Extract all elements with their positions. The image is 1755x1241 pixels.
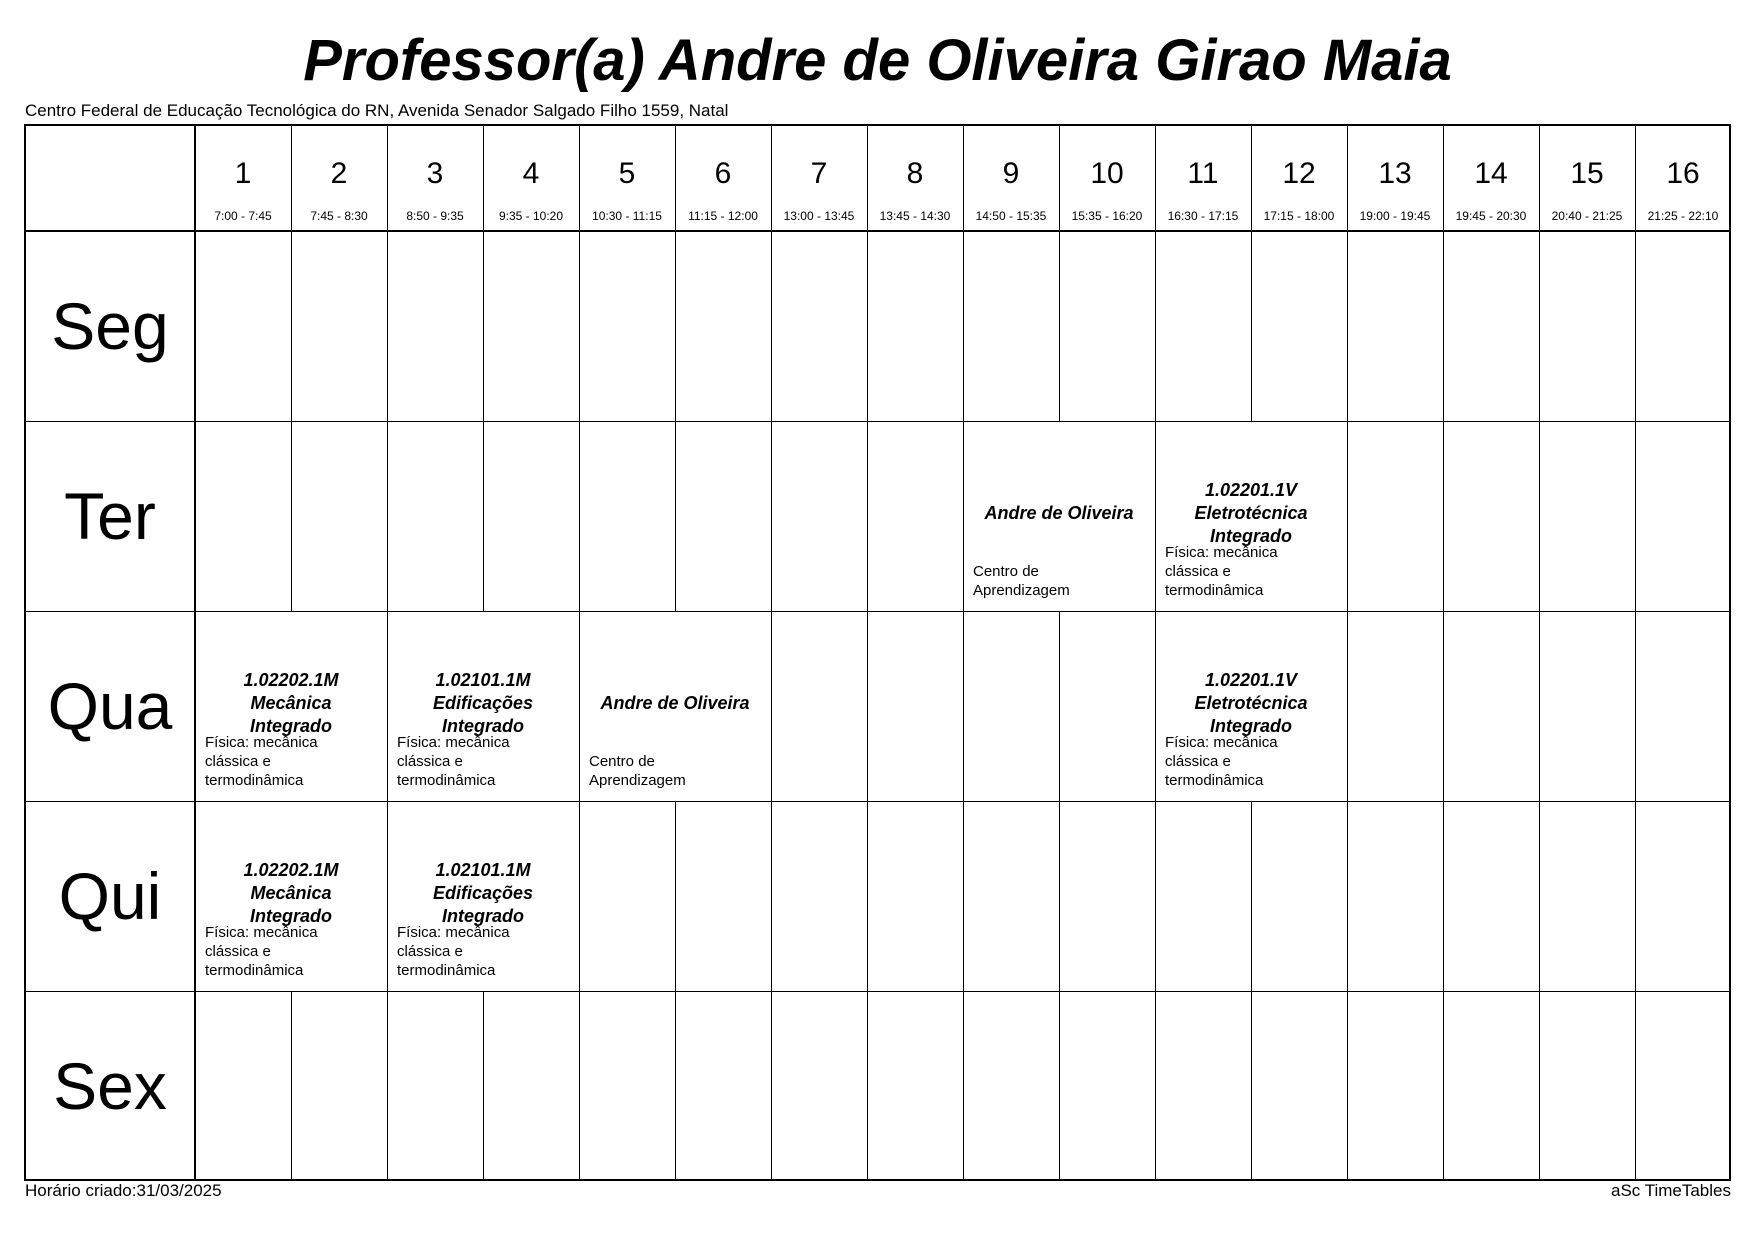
period-time: 11:15 - 12:00: [688, 209, 758, 223]
grid-line: [579, 991, 580, 1181]
lesson-ter-9[interactable]: [963, 421, 1155, 611]
grid-line: [1443, 801, 1444, 991]
period-time: 9:35 - 10:20: [498, 209, 564, 223]
period-number: 14: [1474, 157, 1508, 190]
day-label-qui: Qui: [58, 859, 162, 933]
lesson-group-line: Integrado: [1209, 526, 1292, 546]
grid-line: [1539, 611, 1540, 801]
lesson-room-line: Centro de: [973, 563, 1039, 580]
lesson-subject-line: termodinâmica: [205, 962, 304, 979]
period-number: 12: [1282, 157, 1316, 190]
grid-line: [1347, 231, 1348, 421]
lesson-group-line: Andre de Oliveira: [984, 503, 1134, 523]
grid-line: [1443, 231, 1444, 421]
grid-line: [1443, 611, 1444, 801]
period-number: 11: [1187, 157, 1219, 190]
grid-line: [963, 991, 964, 1181]
lesson-group-line: 1.02101.1M: [435, 860, 531, 880]
day-label-qua: Qua: [47, 669, 173, 743]
period-time: 15:35 - 16:20: [1071, 209, 1143, 223]
grid-line: [675, 231, 676, 421]
grid-line: [963, 801, 964, 991]
lesson-group-line: 1.02202.1M: [243, 860, 339, 880]
lesson-qua-3[interactable]: [387, 611, 579, 801]
period-number: 5: [618, 157, 636, 190]
grid-line: [1635, 801, 1636, 991]
grid-line: [963, 231, 964, 421]
lesson-room-line: Aprendizagem: [589, 772, 686, 789]
grid-line: [387, 991, 388, 1181]
grid-line: [867, 991, 868, 1181]
period-number: 13: [1378, 157, 1412, 190]
lesson-subject-line: Física: mecânica: [397, 924, 510, 941]
grid-line: [1443, 991, 1444, 1181]
lesson-group-line: Edificações: [432, 883, 534, 903]
period-time: 7:45 - 8:30: [310, 209, 368, 223]
lesson-subject-line: termodinâmica: [397, 772, 496, 789]
period-number: 1: [234, 157, 252, 190]
lesson-group-line: 1.02101.1M: [435, 670, 531, 690]
period-header-5: [579, 124, 675, 230]
period-number: 10: [1090, 157, 1124, 190]
period-number: 4: [522, 157, 540, 190]
lesson-group-line: 1.02201.1V: [1204, 670, 1298, 690]
lesson-subject-line: termodinâmica: [1165, 582, 1264, 599]
grid-line: [1443, 421, 1444, 611]
grid-line: [1059, 801, 1060, 991]
grid-line: [1059, 611, 1060, 801]
grid-line: [1635, 421, 1636, 611]
lesson-group-line: Mecânica: [250, 693, 332, 713]
period-time: 13:00 - 13:45: [783, 209, 855, 223]
lesson-qua-1[interactable]: [195, 611, 387, 801]
grid-line: [1635, 991, 1636, 1181]
lesson-subject-line: termodinâmica: [1165, 772, 1264, 789]
period-header-12: [1251, 124, 1347, 230]
period-number: 16: [1666, 157, 1700, 190]
grid-line: [579, 421, 580, 611]
lesson-subject-line: Física: mecânica: [205, 924, 318, 941]
lesson-group-line: Eletrotécnica: [1194, 503, 1308, 523]
period-header-1: [195, 124, 291, 230]
lesson-group-line: 1.02201.1V: [1204, 480, 1298, 500]
lesson-group-line: Andre de Oliveira: [600, 693, 750, 713]
grid-line: [1251, 991, 1252, 1181]
period-header-2: [291, 124, 387, 230]
grid-line: [387, 421, 388, 611]
lesson-qua-5[interactable]: [579, 611, 771, 801]
grid-line: [1059, 991, 1060, 1181]
period-number: 15: [1570, 157, 1604, 190]
grid-line: [963, 611, 964, 801]
grid-line: [24, 230, 1731, 232]
period-time: 19:45 - 20:30: [1455, 209, 1527, 223]
period-number: 8: [906, 157, 924, 190]
lesson-group-line: Edificações: [432, 693, 534, 713]
lesson-group-line: Integrado: [441, 906, 524, 926]
lesson-room-line: Centro de: [589, 753, 655, 770]
software-credit: aSc TimeTables: [1611, 1181, 1731, 1200]
lesson-subject-line: Física: mecânica: [1165, 734, 1278, 751]
grid-line: [1347, 991, 1348, 1181]
period-header-6: [675, 124, 771, 230]
grid-line: [867, 801, 868, 991]
period-time: 16:30 - 17:15: [1167, 209, 1239, 223]
grid-line: [1155, 991, 1156, 1181]
grid-line: [771, 611, 772, 801]
period-header-13: [1347, 124, 1443, 230]
period-header-11: [1155, 124, 1251, 230]
period-time: 14:50 - 15:35: [975, 209, 1047, 223]
grid-line: [1251, 801, 1252, 991]
grid-line: [771, 991, 772, 1181]
period-header-8: [867, 124, 963, 230]
period-header-4: [483, 124, 579, 230]
lesson-subject-line: clássica e: [205, 753, 271, 770]
period-header-16: [1635, 124, 1731, 230]
lesson-group-line: Integrado: [441, 716, 524, 736]
period-header-7: [771, 124, 867, 230]
grid-line: [867, 421, 868, 611]
grid-line: [1539, 991, 1540, 1181]
lesson-subject-line: termodinâmica: [397, 962, 496, 979]
period-time: 20:40 - 21:25: [1551, 209, 1623, 223]
grid-line: [867, 231, 868, 421]
grid-line: [771, 421, 772, 611]
grid-line: [24, 991, 1731, 992]
grid-line: [1347, 801, 1348, 991]
grid-line: [1539, 421, 1540, 611]
grid-line: [24, 421, 1731, 422]
period-time: 13:45 - 14:30: [879, 209, 951, 223]
lesson-subject-line: Física: mecânica: [397, 734, 510, 751]
lesson-subject-line: clássica e: [1165, 753, 1231, 770]
period-header-9: [963, 124, 1059, 230]
grid-line: [1539, 231, 1540, 421]
lesson-group-line: Integrado: [249, 716, 332, 736]
grid-line: [771, 231, 772, 421]
period-number: 2: [330, 157, 348, 190]
grid-line: [1059, 231, 1060, 421]
period-time: 7:00 - 7:45: [214, 209, 272, 223]
lesson-ter-11[interactable]: [1155, 421, 1347, 611]
grid-line: [579, 801, 580, 991]
grid-line: [291, 421, 292, 611]
lesson-room-line: Aprendizagem: [973, 582, 1070, 599]
grid-line: [387, 231, 388, 421]
period-number: 7: [810, 157, 828, 190]
period-time: 17:15 - 18:00: [1263, 209, 1335, 223]
period-time: 10:30 - 11:15: [592, 209, 662, 223]
lesson-subject-line: Física: mecânica: [205, 734, 318, 751]
grid-line: [1251, 231, 1252, 421]
period-number: 3: [426, 157, 444, 190]
grid-line: [483, 991, 484, 1181]
period-header-3: [387, 124, 483, 230]
period-header-10: [1059, 124, 1155, 230]
grid-line: [483, 231, 484, 421]
period-header-15: [1539, 124, 1635, 230]
lesson-subject-line: clássica e: [397, 753, 463, 770]
day-label-sex: Sex: [53, 1049, 167, 1123]
period-number: 9: [1002, 157, 1020, 190]
day-label-ter: Ter: [64, 479, 156, 553]
grid-line: [579, 231, 580, 421]
lesson-qua-11[interactable]: [1155, 611, 1347, 801]
lesson-subject-line: clássica e: [1165, 563, 1231, 580]
lesson-qui-1[interactable]: [195, 801, 387, 991]
period-header-14: [1443, 124, 1539, 230]
lesson-qui-3[interactable]: [387, 801, 579, 991]
lesson-group-line: Integrado: [249, 906, 332, 926]
grid-line: [1155, 231, 1156, 421]
lesson-subject-line: Física: mecânica: [1165, 544, 1278, 561]
grid-line: [675, 991, 676, 1181]
grid-line: [675, 801, 676, 991]
lesson-group-line: Integrado: [1209, 716, 1292, 736]
lesson-subject-line: termodinâmica: [205, 772, 304, 789]
day-label-seg: Seg: [51, 289, 169, 363]
grid-line: [1347, 421, 1348, 611]
lesson-group-line: Eletrotécnica: [1194, 693, 1308, 713]
grid-line: [867, 611, 868, 801]
lesson-subject-line: clássica e: [397, 943, 463, 960]
period-time: 19:00 - 19:45: [1359, 209, 1431, 223]
period-number: 6: [714, 157, 732, 190]
grid-line: [291, 231, 292, 421]
period-time: 8:50 - 9:35: [406, 209, 464, 223]
period-time: 21:25 - 22:10: [1647, 209, 1719, 223]
created-date: Horário criado:31/03/2025: [25, 1181, 222, 1200]
lesson-group-line: Mecânica: [250, 883, 332, 903]
grid-line: [1635, 611, 1636, 801]
grid-line: [291, 991, 292, 1181]
lesson-group-line: 1.02202.1M: [243, 670, 339, 690]
grid-line: [1347, 611, 1348, 801]
grid-line: [1635, 231, 1636, 421]
grid-line: [675, 421, 676, 611]
grid-line: [483, 421, 484, 611]
lesson-subject-line: clássica e: [205, 943, 271, 960]
grid-line: [1155, 801, 1156, 991]
grid-line: [771, 801, 772, 991]
grid-line: [1539, 801, 1540, 991]
page-title: Professor(a) Andre de Oliveira Girao Maia: [303, 28, 1452, 93]
school-address: Centro Federal de Educação Tecnológica do RN, Avenida Senador Salgado Filho 1559, Natal: [25, 101, 729, 120]
